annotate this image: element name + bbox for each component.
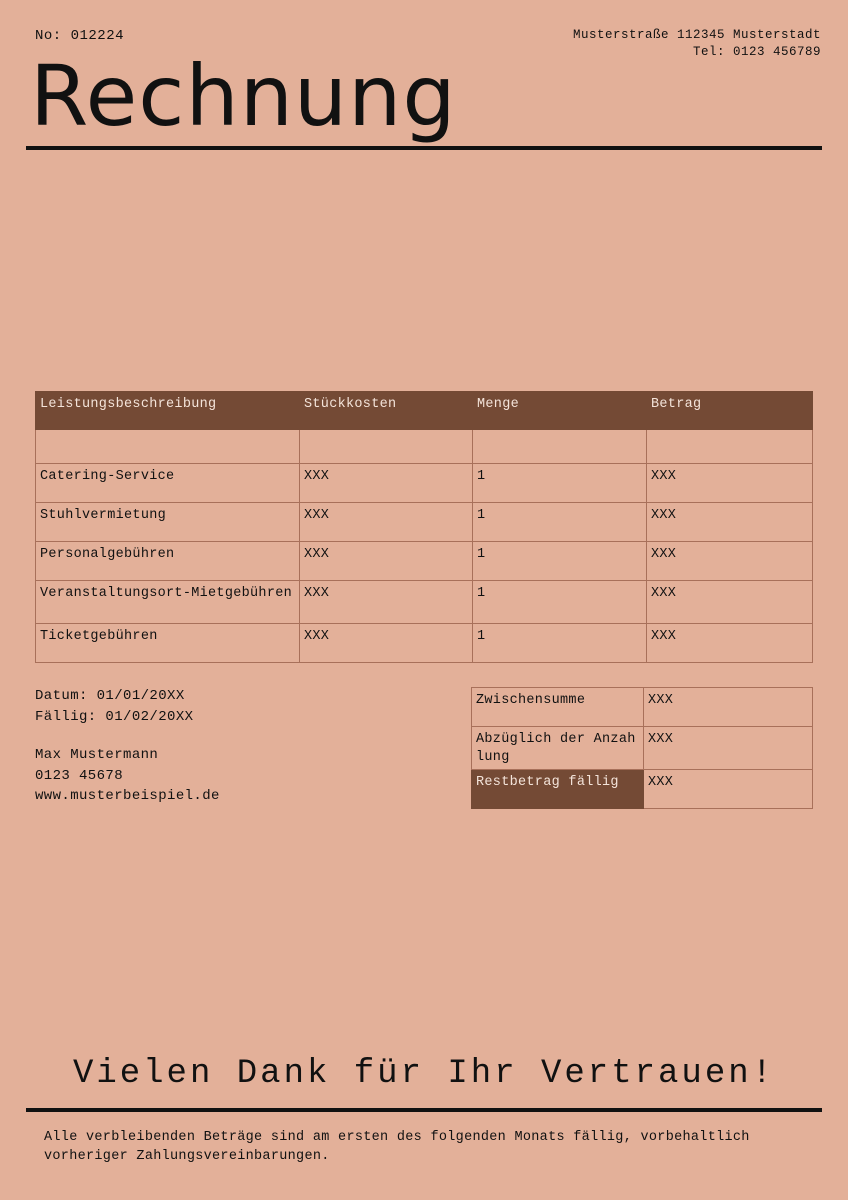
table-cell: XXX [647,503,813,542]
table-cell: XXX [647,542,813,581]
table-cell [300,430,473,464]
table-cell: 1 [473,503,647,542]
title-underline [26,146,822,150]
table-cell: XXX [647,464,813,503]
column-header: Stückkosten [300,392,473,430]
table-cell: XXX [300,503,473,542]
contact-website: www.musterbeispiel.de [35,788,220,804]
table-cell: XXX [300,542,473,581]
company-phone: Tel: 0123 456789 [692,45,821,59]
table-cell [473,430,647,464]
table-cell: Ticketgebühren [36,624,300,663]
table-cell [36,430,300,464]
column-header: Menge [473,392,647,430]
items-table [35,391,813,663]
invoice-number: No: 012224 [35,28,125,44]
contact-name: Max Mustermann [35,747,159,763]
table-cell: Veranstaltungsort-Mietgebühren [36,581,300,624]
invoice-date: Datum: 01/01/20XX [35,688,185,704]
amount-due-row [472,770,813,809]
table-row [36,624,813,663]
table-cell: Personalgebühren [36,542,300,581]
address-line: Musterstraße 112345 Musterstadt [572,28,821,42]
amount-due-value: XXX [644,770,813,809]
table-cell [647,430,813,464]
column-header: Betrag [647,392,813,430]
table-row [36,430,813,464]
amount-due-label: Restbetrag fällig [472,770,644,809]
due-date: Fällig: 01/02/20XX [35,708,194,725]
table-cell: XXX [300,624,473,663]
table-header-row [36,392,813,430]
table-cell: 1 [473,464,647,503]
deposit-value: XXX [644,727,813,770]
deposit-label: Abzüglich der Anzahlung [472,727,644,770]
table-cell: XXX [300,581,473,624]
column-header: Leistungsbeschreibung [36,392,300,430]
subtotal-row [472,688,813,727]
table-cell: 1 [473,581,647,624]
table-cell: 1 [473,542,647,581]
table-cell: XXX [300,464,473,503]
table-row [36,464,813,503]
page-title: Rechnung [30,54,461,138]
subtotal-value: XXX [644,688,813,727]
table-cell: XXX [647,624,813,663]
subtotal-label: Zwischensumme [472,688,644,727]
table-cell: XXX [647,581,813,624]
totals-table [471,687,813,809]
invoice-meta [35,686,220,807]
table-cell: 1 [473,624,647,663]
table-row [36,542,813,581]
payment-terms: Alle verbleibenden Beträge sind am ersten des folgenden Monats fällig, vorbehaltlich vorheriger Zahlungsvereinbarungen. [44,1130,750,1164]
table-row [36,581,813,624]
company-address [573,27,821,61]
footer-divider [26,1108,822,1112]
table-cell: Catering-Service [36,464,300,503]
contact-phone: 0123 45678 [35,767,124,784]
table-cell: Stuhlvermietung [36,503,300,542]
table-row [36,503,813,542]
thank-you-message: Vielen Dank für Ihr Vertrauen! [72,1055,776,1093]
deposit-row [472,727,813,770]
